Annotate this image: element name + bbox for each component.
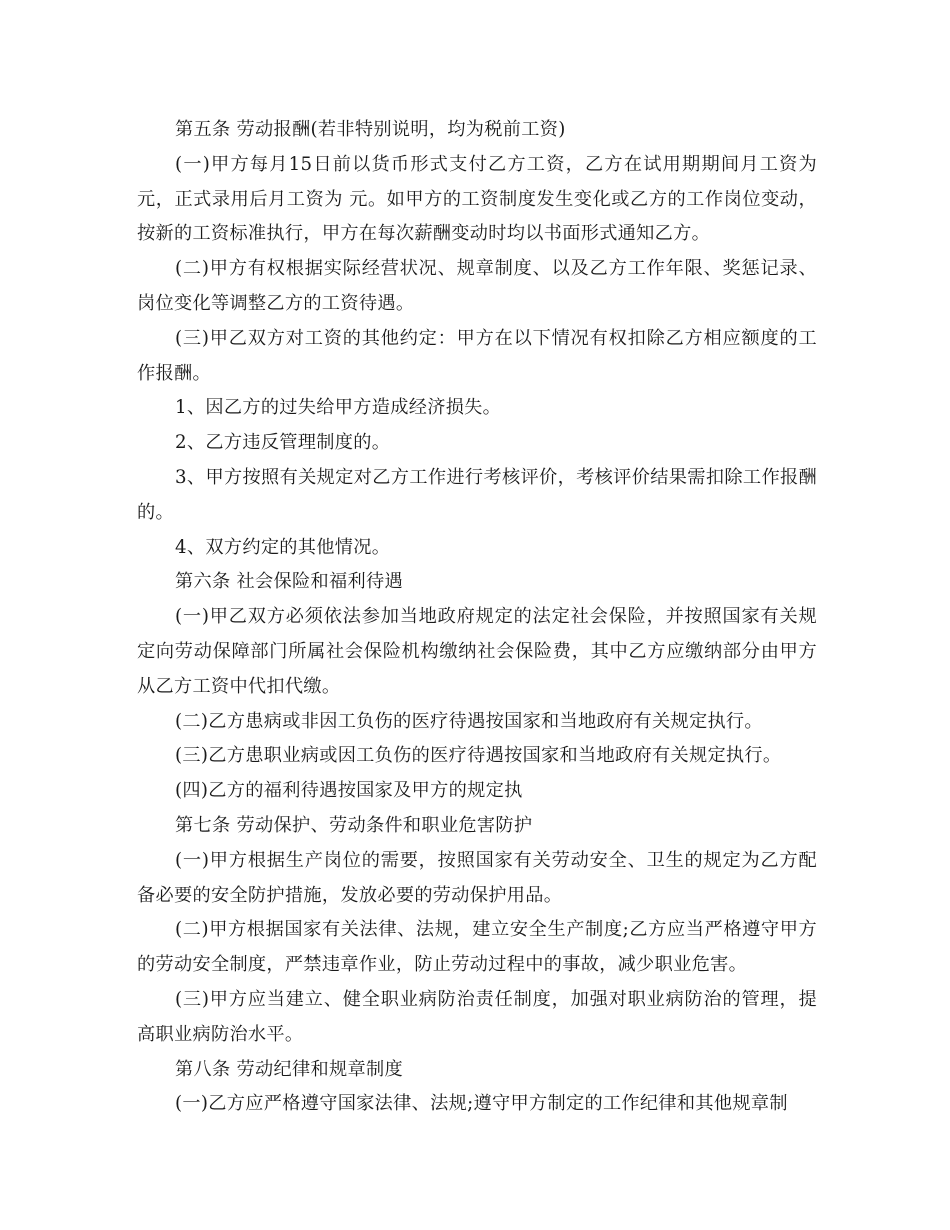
article-7-clause-1: (一)甲方根据生产岗位的需要，按照国家有关劳动安全、卫生的规定为乙方配备必要的安全防护措施，发放必要的劳动保护用品。 <box>137 849 817 906</box>
article-8-clause-1: (一)乙方应严格遵守国家法律、法规;遵守甲方制定的工作纪律和其他规章制 <box>175 1093 788 1115</box>
article-6-clause-2: (二)乙方患病或非因工负伤的医疗待遇按国家和当地政府有关规定执行。 <box>175 710 763 732</box>
list-item-3: 3、甲方按照有关规定对乙方工作进行考核评价，考核评价结果需扣除工作报酬的。 <box>137 466 817 523</box>
article-7-clause-3: (三)甲方应当建立、健全职业病防治责任制度，加强对职业病防治的管理，提高职业病防治水平。 <box>137 988 817 1045</box>
list-item-1: 1、因乙方的过失给甲方造成经济损失。 <box>175 397 502 419</box>
article-7-clause-2: (二)甲方根据国家有关法律、法规，建立安全生产制度;乙方应当严格遵守甲方的劳动安全制度，严禁违章作业，防止劳动过程中的事故，减少职业危害。 <box>137 919 817 976</box>
list-item-4: 4、双方约定的其他情况。 <box>175 536 391 558</box>
article-5-heading: 第五条 劳动报酬(若非特别说明，均为税前工资) <box>175 119 566 140</box>
list-item-2: 2、乙方违反管理制度的。 <box>175 432 391 454</box>
article-6-clause-3: (三)乙方患职业病或因工负伤的医疗待遇按国家和当地政府有关规定执行。 <box>175 745 782 767</box>
article-7-heading: 第七条 劳动保护、劳动条件和职业危害防护 <box>175 814 533 836</box>
article-6-heading: 第六条 社会保险和福利待遇 <box>175 571 403 593</box>
article-6-clause-4: (四)乙方的福利待遇按国家及甲方的规定执 <box>175 780 523 802</box>
article-5-clause-2: (二)甲方有权根据实际经营状况、规章制度、以及乙方工作年限、奖惩记录、岗位变化等调整乙方的工资待遇。 <box>137 258 817 314</box>
document-body <box>137 113 817 1122</box>
article-5-clause-3: (三)甲乙双方对工资的其他约定：甲方在以下情况有权扣除乙方相应额度的工作报酬。 <box>137 327 817 384</box>
article-8-heading: 第八条 劳动纪律和规章制度 <box>175 1058 403 1080</box>
article-5-clause-1: (一)甲方每月15日前以货币形式支付乙方工资，乙方在试用期期间月工资为 元，正式录用后月工资为 元。如甲方的工资制度发生变化或乙方的工作岗位变动，按新的工资标准执行，甲方在每次薪酬变动时均以书面形式通知乙方。 <box>137 153 817 245</box>
article-6-clause-1: (一)甲乙双方必须依法参加当地政府规定的法定社会保险，并按照国家有关规定向劳动保障部门所属社会保险机构缴纳社会保险费，其中乙方应缴纳部分由甲方从乙方工资中代扣代缴。 <box>137 606 817 697</box>
